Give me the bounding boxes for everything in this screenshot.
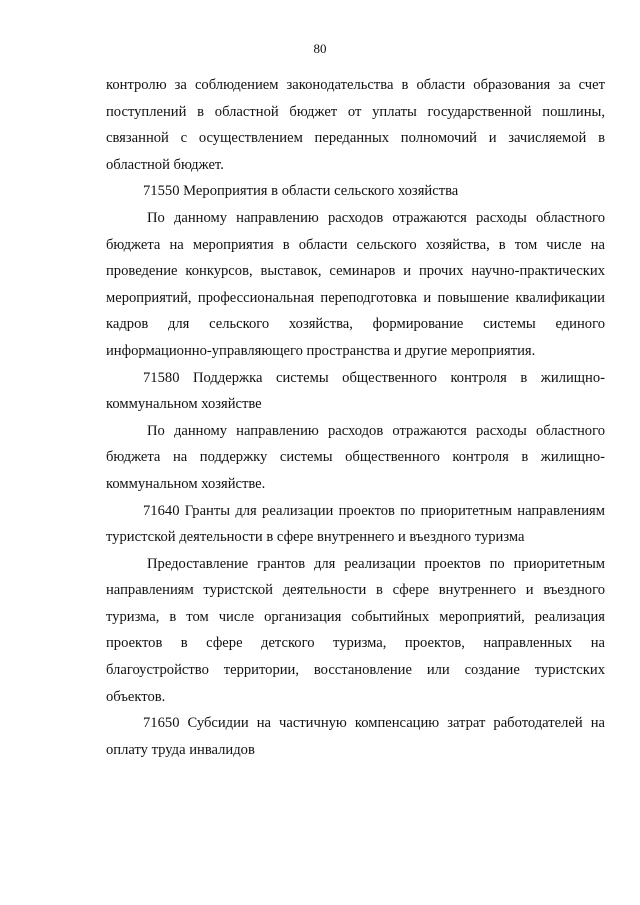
section-heading-71550: 71550 Мероприятия в области сельского хозяйства bbox=[143, 183, 459, 200]
section-heading-71650: 71650 Субсидии на частичную компенсацию затрат работодателей на оплату труда инвалидов bbox=[106, 715, 605, 758]
section-body-71550: По данному направлению расходов отражаются расходы областного бюджета на мероприятия в области сельского хозяйства, в том числе на проведение конкурсов, выставок, семинаров и прочих научно-практических мероприятий, профессиональная переподготовка и повышение квалификации кадров для сельского хозяйства, формирование системы единого информационно-управляющего пространства и другие мероприятия. bbox=[106, 209, 605, 359]
section-heading-71640: 71640 Гранты для реализации проектов по приоритетным направлениям туристской деятельности в сфере внутреннего и въездного туризма bbox=[106, 502, 605, 546]
section-body-71640: Предоставление грантов для реализации проектов по приоритетным направлениям туристской деятельности в сфере внутреннего и въездного туризма, в том числе организация событийных мероприятий, реализация проектов в сфере детского туризма, проектов, направленных на благоустройство территории, восстановление или создание туристских объектов. bbox=[106, 555, 605, 705]
section-heading-71580: 71580 Поддержка системы общественного контроля в жилищно-коммунальном хозяйстве bbox=[106, 369, 605, 413]
continuation-paragraph: контролю за соблюдением законодательства в области образования за счет поступлений в областной бюджет от уплаты государственной пошлины, связанной с осуществлением переданных полномочий и зачисляемой в областной бюджет. bbox=[106, 77, 605, 173]
page-number: 80 bbox=[313, 41, 327, 56]
section-body-71580: По данному направлению расходов отражаются расходы областного бюджета на поддержку системы общественного контроля в жилищно-коммунальном хозяйстве. bbox=[106, 422, 605, 492]
document-body bbox=[106, 72, 605, 763]
